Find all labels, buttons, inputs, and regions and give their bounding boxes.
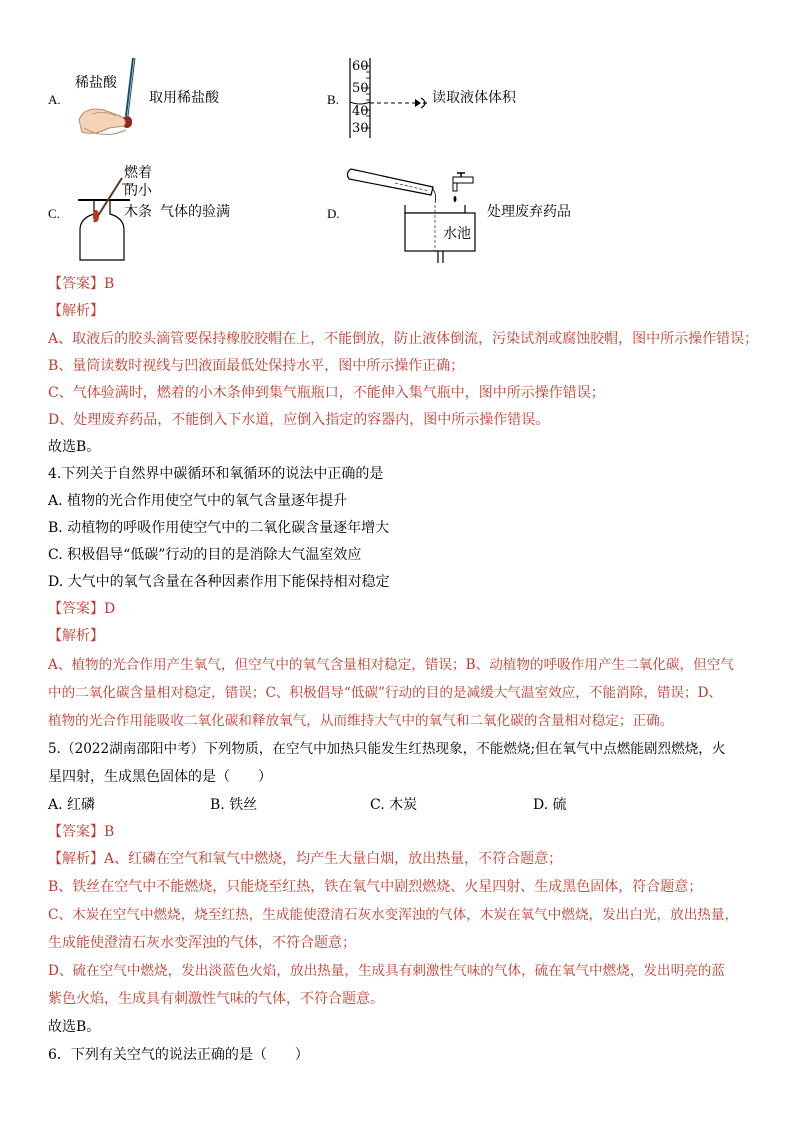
tick-label: 50 — [352, 81, 369, 96]
splint-label-line2: 的小 — [124, 183, 152, 199]
q5-option-a: A. 红磷 — [48, 797, 96, 813]
q3-analysis-line: B、量筒读数时视线与凹液面最低处保持水平，图中所示操作正确； — [48, 358, 465, 374]
tick-label: 30 — [352, 121, 369, 136]
q4-analysis-line: 植物的光合作用能吸收二氧化碳和释放氧气，从而维持大气中的氧气和二氧化碳的含量相对稳定；正确。 — [48, 713, 674, 729]
q5-analysis-line: B、铁丝在空气中不能燃烧，只能烧至红热，铁在氧气中剧烈燃烧、火星四射、生成黑色固体，符合题意； — [48, 879, 703, 895]
q5-option-d: D. 硫 — [533, 797, 567, 813]
q4-analysis-line: A、植物的光合作用产生氧气，但空气中的氧气含量相对稳定，错误；B、动植物的呼吸作用产生二氧化碳，但空气 — [48, 657, 734, 673]
q5-analysis-text: A、红磷在空气和氧气中燃烧，均产生大量白烟，放出热量，不符合题意； — [104, 851, 563, 867]
option-letter-d: D. — [327, 206, 340, 221]
q5-option-b: B. 铁丝 — [210, 797, 258, 813]
q3-answer: 【答案】B — [48, 276, 115, 292]
q5-analysis-prefix: 【解析】 — [48, 851, 104, 867]
option-letter-b: B. — [327, 92, 339, 107]
q5-stem-line2: 星四射，生成黑色固体的是（ ） — [48, 769, 272, 785]
q4-option: C. 积极倡导“低碳”行动的目的是消除大气温室效应 — [48, 547, 362, 563]
sink-disposal-illustration — [345, 165, 485, 265]
q4-answer: 【答案】D — [48, 601, 116, 617]
q4-analysis-title: 【解析】 — [48, 628, 104, 644]
q3-analysis-title: 【解析】 — [48, 303, 104, 319]
q4-stem: 4.下列关于自然界中碳循环和氧循环的说法中正确的是 — [48, 466, 384, 482]
q3-analysis-line: D、处理废弃药品，不能倒入下水道，应倒入指定的容器内，图中所示操作错误。 — [48, 412, 550, 428]
q3-analysis-line: C、气体验满时，燃着的小木条伸到集气瓶瓶口，不能伸入集气瓶中，图中所示操作错误； — [48, 385, 605, 401]
q5-conclusion: 故选B。 — [48, 1019, 101, 1035]
tick-label: 40 — [352, 104, 369, 119]
q4-option: A. 植物的光合作用使空气中的氧气含量逐年提升 — [48, 493, 348, 509]
dropper-label: 稀盐酸 — [75, 75, 117, 91]
q3-conclusion: 故选B。 — [48, 439, 101, 455]
q5-stem-line1: 5.（2022湖南邵阳中考）下列物质，在空气中加热只能发生红热现象，不能燃烧;但在氧气中点燃能剧烈燃烧，火 — [48, 741, 726, 757]
splint-label-line3: 木条 — [124, 204, 152, 220]
q6-stem: 6．下列有关空气的说法正确的是（ ） — [48, 1047, 309, 1063]
q4-analysis-line: 中的二氧化碳含量相对稳定，错误；C、积极倡导“低碳”行动的目的是减缓大气温室效应，不能消除，错误；D、 — [48, 685, 723, 701]
caption-b: 读取液体体积 — [432, 90, 516, 106]
q5-option-c: C. 木炭 — [370, 797, 418, 813]
q4-option: D. 大气中的氧气含量在各种因素作用下能保持相对稳定 — [48, 574, 390, 590]
tick-label: 60 — [352, 59, 369, 74]
option-letter-c: C. — [48, 206, 60, 221]
caption-a: 取用稀盐酸 — [149, 90, 219, 106]
q5-analysis-line1 — [48, 849, 562, 869]
option-letter-a: A. — [48, 92, 61, 107]
q3-analysis-line: A、取液后的胶头滴管要保持橡胶胶帽在上，不能倒放，防止液体倒流，污染试剂或腐蚀胶帽，图中所示操作错误； — [48, 331, 759, 347]
caption-d: 处理废弃药品 — [487, 204, 571, 220]
dropper-hand-illustration — [74, 58, 154, 138]
splint-label-line1: 燃着 — [124, 165, 152, 181]
q5-analysis-line: C、木炭在空气中燃烧，烧至红热，生成能使澄清石灰水变浑浊的气体，木炭在氧气中燃烧，发出白光，放出热量， — [48, 907, 739, 923]
q5-analysis-line: 生成能使澄清石灰水变浑浊的气体，不符合题意； — [48, 935, 356, 951]
basin-label: 水池 — [443, 226, 471, 242]
caption-c: 气体的验满 — [160, 204, 230, 220]
q4-option: B. 动植物的呼吸作用使空气中的二氧化碳含量逐年增大 — [48, 520, 390, 536]
q5-analysis-line: D、硫在空气中燃烧，发出淡蓝色火焰，放出热量，生成具有刺激性气味的气体，硫在氧气中燃烧，发出明亮的蓝 — [48, 963, 725, 979]
q5-analysis-line: 紫色火焰，生成具有刺激性气味的气体，不符合题意。 — [48, 991, 384, 1007]
q5-answer: 【答案】B — [48, 824, 115, 840]
